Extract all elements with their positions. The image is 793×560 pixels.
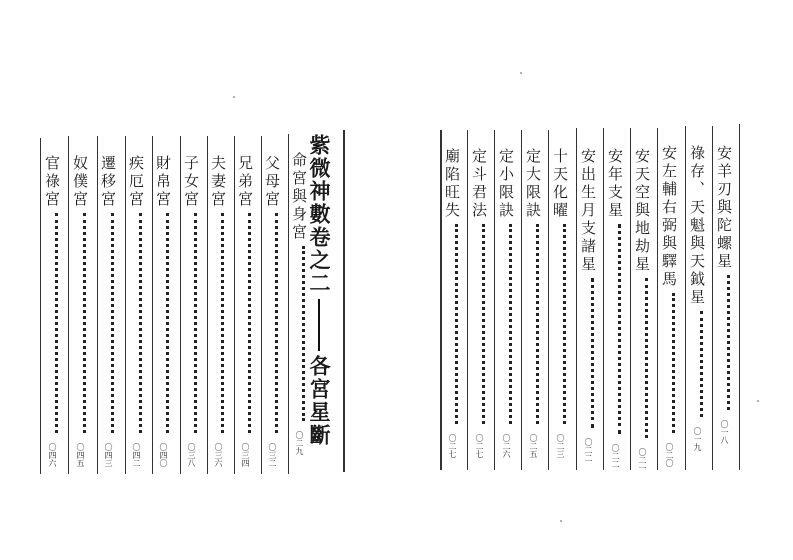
toc-entry-label: 遷移宮	[99, 155, 117, 209]
toc-entry[interactable]	[661, 145, 676, 467]
column-rule	[548, 130, 549, 470]
leader-dots	[509, 224, 512, 424]
toc-entry[interactable]	[498, 148, 513, 458]
leader-dots	[591, 278, 594, 428]
column-rule	[152, 136, 153, 474]
toc-entry[interactable]	[552, 148, 567, 458]
toc-entry-label: 祿存、天魁與天鉞星	[688, 145, 706, 307]
toc-entry-page: 〇一九	[693, 427, 702, 451]
toc-title	[309, 134, 330, 447]
leader-dots	[221, 213, 224, 433]
column-rule	[288, 134, 289, 474]
column-rule	[630, 128, 631, 470]
toc-title-sub: 各宮星斷	[307, 355, 332, 447]
leader-dots	[727, 275, 730, 410]
toc-entry-label: 疾厄宮	[127, 155, 145, 209]
toc-entry-page: 〇一八	[720, 420, 729, 444]
toc-entry-label: 財帛宮	[154, 155, 172, 209]
toc-entry-page: 〇二一	[638, 448, 647, 472]
leader-dots	[455, 224, 458, 424]
toc-entry-label: 命宮與身宮	[290, 152, 308, 242]
toc-entry-page: 〇二七	[475, 434, 484, 458]
right-page	[396, 0, 793, 560]
toc-entry-label: 安天空與地劫星	[633, 148, 651, 274]
column-rule	[125, 136, 126, 474]
toc-entry-label: 父母宮	[263, 155, 281, 209]
toc-entry-page: 〇二二	[611, 444, 620, 468]
left-page	[0, 0, 396, 560]
toc-entry-label: 定小限訣	[497, 148, 515, 220]
toc-entry-label: 奴僕宮	[71, 155, 89, 209]
column-rule	[521, 130, 522, 470]
leader-dots	[700, 311, 703, 417]
leader-dots	[563, 224, 566, 424]
toc-title-main: 紫微神數卷之二	[307, 134, 332, 295]
leader-dots	[55, 213, 58, 433]
column-rule	[685, 126, 686, 470]
column-rule	[68, 136, 69, 474]
toc-entry-page: 〇四五	[76, 443, 85, 467]
toc-entry[interactable]	[237, 155, 252, 467]
toc-entry-page: 〇二三	[556, 434, 565, 458]
toc-entry[interactable]	[264, 155, 279, 467]
toc-entry[interactable]	[716, 145, 731, 444]
leader-dots	[645, 278, 648, 438]
toc-entry[interactable]	[128, 155, 143, 467]
leader-dots	[248, 213, 251, 433]
column-rule	[97, 136, 98, 474]
toc-entry-label: 安年支星	[606, 148, 624, 220]
toc-entry-page: 〇三八	[187, 443, 196, 467]
toc-entry-page: 〇三六	[214, 443, 223, 467]
toc-entry-page: 〇二六	[502, 434, 511, 458]
column-rule	[712, 126, 713, 470]
column-rule	[739, 124, 740, 470]
toc-entry-page: 〇四二	[132, 443, 141, 467]
leader-dots	[275, 213, 278, 433]
leader-dots	[111, 213, 114, 433]
column-rule	[603, 128, 604, 470]
page-border-rule	[343, 130, 345, 472]
toc-entry-page: 〇三二	[268, 443, 277, 467]
leader-dots	[139, 213, 142, 433]
toc-entry[interactable]	[471, 148, 486, 458]
page-border-rule	[440, 130, 442, 470]
leader-dots	[672, 293, 675, 433]
toc-entry-page: 〇二七	[448, 434, 457, 458]
scan-speck	[520, 72, 522, 74]
toc-entry[interactable]	[72, 155, 87, 467]
toc-entry-label: 定斗君法	[470, 148, 488, 220]
toc-entry[interactable]	[183, 155, 198, 467]
column-rule	[657, 128, 658, 470]
toc-entry-page: 〇四三	[104, 443, 113, 467]
toc-entry-label: 官祿宮	[43, 155, 61, 209]
toc-entry-label: 夫妻宮	[209, 155, 227, 209]
toc-entry-label: 安左輔右弼與驛馬	[660, 145, 678, 289]
toc-entry[interactable]	[580, 148, 595, 462]
scan-speck	[757, 400, 759, 402]
column-rule	[494, 130, 495, 470]
leader-dots	[83, 213, 86, 433]
toc-entry-page: 〇二〇	[665, 443, 674, 467]
leader-dots	[166, 213, 169, 433]
toc-entry[interactable]	[634, 148, 649, 472]
toc-entry[interactable]	[44, 155, 59, 467]
toc-entry-page: 〇四〇	[159, 443, 168, 467]
leader-dots	[618, 224, 621, 434]
toc-entry-page: 〇二五	[529, 434, 538, 458]
toc-entry[interactable]	[689, 145, 704, 451]
column-rule	[467, 130, 468, 470]
leader-dots	[536, 224, 539, 424]
scan-speck	[560, 520, 562, 522]
column-rule	[234, 136, 235, 474]
leader-dots	[482, 224, 485, 424]
toc-entry-label: 安羊刃與陀螺星	[715, 145, 733, 271]
toc-entry[interactable]	[444, 148, 459, 458]
toc-entry[interactable]	[155, 155, 170, 467]
leader-dots	[194, 213, 197, 433]
toc-entry-label: 兄弟宮	[236, 155, 254, 209]
toc-entry-page: 〇三四	[241, 443, 250, 467]
toc-entry-label: 定大限訣	[524, 148, 542, 220]
toc-entry-page: 〇四六	[48, 443, 57, 467]
column-rule	[207, 136, 208, 474]
title-dash	[318, 299, 320, 351]
toc-entry-label: 安出生月支諸星	[579, 148, 597, 274]
column-rule	[40, 138, 41, 474]
toc-entry-label: 子女宮	[182, 155, 200, 209]
toc-entry[interactable]	[525, 148, 540, 458]
column-rule	[261, 136, 262, 474]
toc-entry[interactable]	[607, 148, 622, 468]
column-rule	[576, 128, 577, 470]
leader-dots	[302, 246, 305, 421]
toc-entry[interactable]	[291, 152, 306, 455]
toc-entry-label: 十天化曜	[551, 148, 569, 220]
column-rule	[180, 136, 181, 474]
toc-entry-label: 廟陷旺失	[443, 148, 461, 220]
scan-speck	[233, 96, 235, 98]
toc-entry-page: 〇二九	[295, 431, 304, 455]
toc-entry[interactable]	[210, 155, 225, 467]
toc-entry[interactable]	[100, 155, 115, 467]
toc-entry-page: 〇二二	[584, 438, 593, 462]
